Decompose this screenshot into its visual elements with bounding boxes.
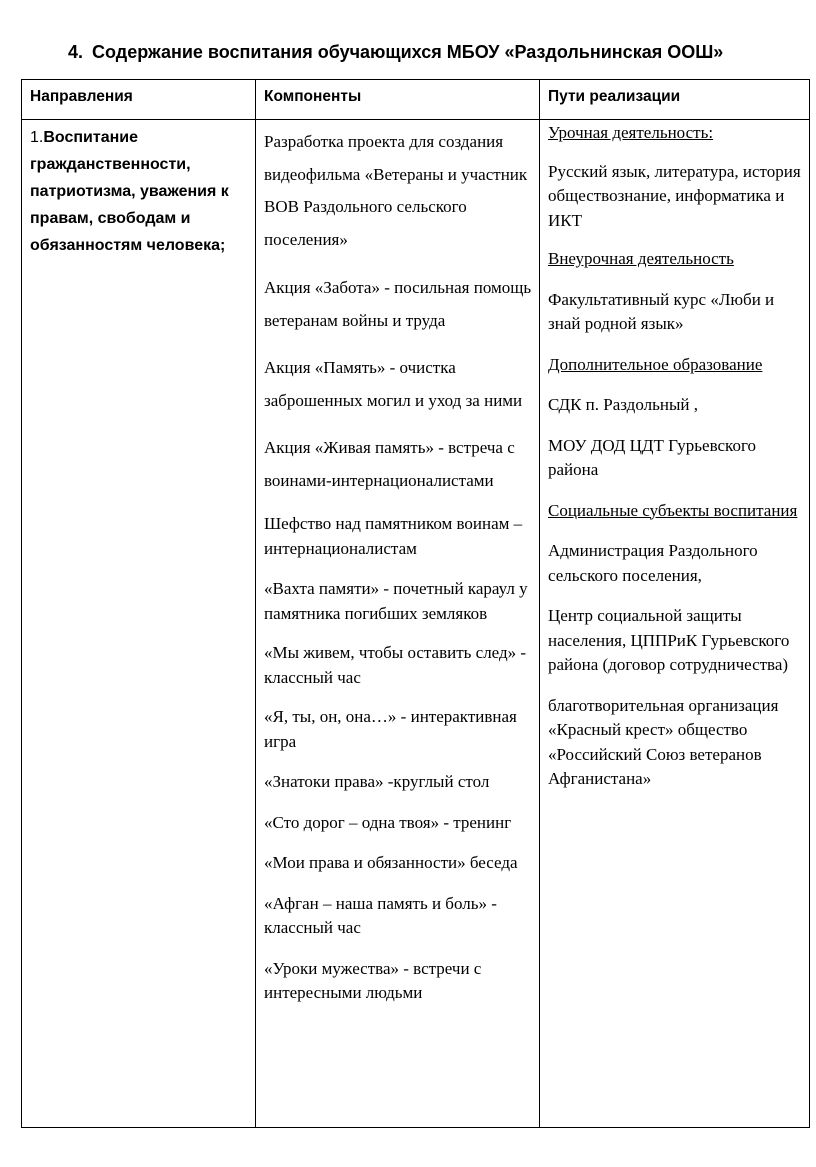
component-item: Акция «Живая память» - встреча с воинами-интернационалистами: [264, 438, 515, 490]
way-heading: Дополнительное образование: [548, 354, 763, 374]
way-item: Русский язык, литература, история обществознание, информатика и ИКТ: [548, 161, 801, 230]
component-item: «Афган – наша память и боль» - классный час: [264, 893, 497, 937]
component-item: «Мои права и обязанности» беседа: [264, 853, 518, 872]
component-item: Акция «Забота» - посильная помощь ветеранам войны и труда: [264, 278, 532, 330]
way-item: благотворительная организация «Красный крест» общество «Российский Союз ветеранов Афганистана»: [548, 695, 779, 788]
component-item: Разработка проекта для создания видеофильма «Ветераны и участник ВОВ Раздольного сельского поселения»: [264, 132, 528, 249]
way-item: Администрация Раздольного сельского поселения,: [548, 541, 758, 585]
way-item: Центр социальной защиты населения, ЦППРиК Гурьевского района (договор сотрудничества): [548, 606, 790, 674]
title-text: Содержание воспитания обучающихся МБОУ «Раздольнинская ООШ»: [92, 42, 724, 62]
direction-title: Воспитание гражданственности, патриотизма, уважения к правам, свободам и обязанностям человека;: [30, 129, 229, 254]
direction-number: 1.: [30, 129, 44, 146]
table-header-row: [22, 80, 810, 120]
title-number: 4.: [68, 42, 84, 62]
ways-cell: [540, 120, 810, 1128]
way-item: Факультативный курс «Люби и знай родной язык»: [548, 289, 775, 333]
component-item: Шефство над памятником воинам – интернационалистам: [264, 514, 523, 558]
way-item: СДК п. Раздольный ,: [548, 395, 698, 414]
component-item: «Сто дорог – одна твоя» - тренинг: [264, 812, 512, 832]
way-heading: Социальные субъекты воспитания: [548, 500, 798, 520]
direction-text: [30, 124, 249, 259]
way-item: МОУ ДОД ЦДТ Гурьевского района: [548, 435, 757, 479]
component-item: «Уроки мужества» - встречи с интересными людьми: [264, 958, 482, 1002]
direction-cell: [22, 120, 256, 1128]
component-item: «Вахта памяти» - почетный караул у памятника погибших земляков: [264, 579, 528, 623]
page-title: [68, 40, 808, 64]
header-ways: Пути реализации: [540, 80, 810, 120]
table-row: [22, 120, 810, 1128]
component-item: «Знатоки права» -круглый стол: [264, 772, 490, 791]
components-cell: [256, 120, 540, 1128]
component-item: «Я, ты, он, она…» - интерактивная игра: [264, 707, 517, 751]
education-table: [21, 79, 810, 1128]
header-components: Компоненты: [256, 80, 540, 120]
component-item: «Мы живем, чтобы оставить след» - классный час: [264, 643, 527, 687]
header-directions: Направления: [22, 80, 256, 120]
way-heading: Внеурочная деятельность: [548, 249, 734, 268]
way-heading: Урочная деятельность:: [548, 123, 714, 142]
component-item: Акция «Память» - очистка заброшенных могил и уход за ними: [264, 358, 523, 410]
